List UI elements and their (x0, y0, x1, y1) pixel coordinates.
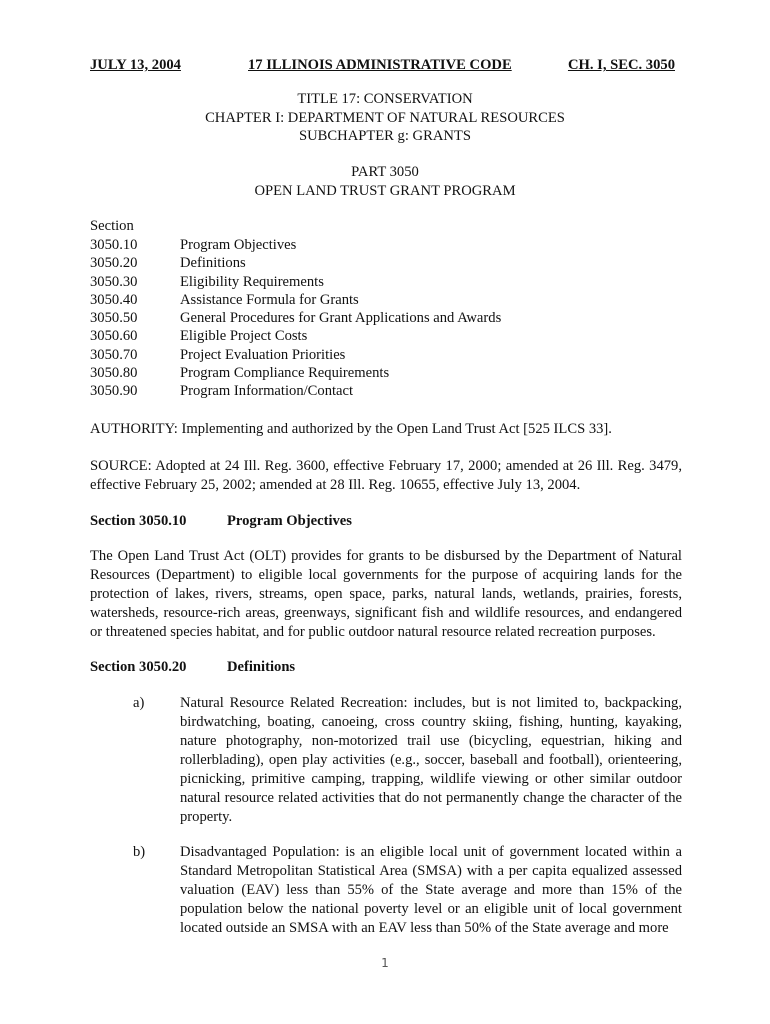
toc-row (90, 364, 680, 382)
toc-number: 3050.80 (90, 365, 138, 382)
chapter-line: CHAPTER I: DEPARTMENT OF NATURAL RESOURCES (205, 109, 565, 126)
section-body: The Open Land Trust Act (OLT) provides for grants to be disbursed by the Department of Natural Resources (Department) to eligible local governments for the purpose of acquiring lands for the protection of lakes, rivers, streams, open space, parks, natural lands, wetlands, prairies, forests, watersheds, resource-rich areas, greenways, significant fish and wildlife resources, and endangered or threatened species habitat, and for public outdoor natural resource related recreation purposes. (90, 548, 682, 640)
toc-number: 3050.20 (90, 255, 138, 272)
subchapter-line: SUBCHAPTER g: GRANTS (299, 128, 471, 144)
header-date: JULY 13, 2004 (90, 57, 181, 73)
toc-title: Program Information/Contact (180, 383, 354, 400)
definition-label: a) (133, 695, 145, 711)
title-line: TITLE 17: CONSERVATION (297, 91, 473, 107)
definition-label: b) (133, 844, 146, 860)
toc-title: Program Objectives (180, 237, 297, 253)
authority-paragraph: AUTHORITY: Implementing and authorized by the Open Land Trust Act [525 ILCS 33]. (90, 421, 612, 437)
toc-row (90, 346, 680, 364)
definition-text: Natural Resource Related Recreation: includes, but is not limited to, backpacking, birdwatching, boating, canoeing, cross country skiing, fishing, hunting, kayaking, nature photography, non-motorized trail use (bicycling, equestrian, hiking and rollerblading), open play activities (e.g., soccer, baseball and football), orienteering, picnicking, primitive camping, trapping, wildlife viewing or other similar outdoor natural resource related activities that do not permanently change the character of the property. (180, 695, 682, 825)
toc-number: 3050.10 (90, 237, 138, 253)
toc-row (90, 382, 680, 400)
header-code-title: 17 ILLINOIS ADMINISTRATIVE CODE (248, 57, 512, 73)
toc-title: Definitions (180, 255, 246, 272)
toc-label: Section (90, 218, 134, 234)
toc-number: 3050.60 (90, 328, 138, 345)
toc-number: 3050.90 (90, 383, 138, 400)
section-number: Section 3050.10 (90, 513, 187, 529)
toc-row (90, 254, 680, 272)
toc-number: 3050.40 (90, 291, 138, 308)
toc-title: Program Compliance Requirements (180, 365, 390, 382)
toc-row (90, 309, 680, 327)
toc-title: Assistance Formula for Grants (180, 291, 359, 308)
toc-row (90, 236, 680, 254)
toc-number: 3050.70 (90, 346, 138, 363)
toc-row (90, 327, 680, 345)
table-of-contents (90, 236, 680, 401)
part-number: PART 3050 (351, 164, 419, 180)
section-heading (90, 513, 352, 530)
toc-title: Eligible Project Costs (180, 328, 308, 345)
section-title: Definitions (227, 659, 296, 675)
toc-number: 3050.30 (90, 273, 138, 290)
running-header (90, 57, 675, 77)
section-heading (90, 659, 296, 676)
section-title: Program Objectives (227, 513, 352, 529)
toc-title: Project Evaluation Priorities (180, 346, 346, 363)
toc-title: Eligibility Requirements (180, 273, 324, 290)
page-number: 1 (381, 956, 389, 970)
definition-text: Disadvantaged Population: is an eligible local unit of government located within a Standard Metropolitan Statistical Area (SMSA) with a per capita equalized assessed valuation (EAV) less than 55% of the State average and more than 15% of the population below the national poverty level or an eligible unit of local government located outside an SMSA with an EAV less than 50% of the State average and more (180, 844, 682, 936)
toc-title: General Procedures for Grant Applications and Awards (180, 310, 502, 327)
toc-row (90, 273, 680, 291)
header-section-ref: CH. I, SEC. 3050 (567, 57, 675, 73)
source-paragraph: SOURCE: Adopted at 24 Ill. Reg. 3600, effective February 17, 2000; amended at 26 Ill. Reg. 3479, effective February 25, 2002; amended at 28 Ill. Reg. 10655, effective July 13, 2004. (90, 458, 682, 493)
part-name: OPEN LAND TRUST GRANT PROGRAM (254, 182, 516, 199)
toc-row (90, 291, 680, 309)
toc-number: 3050.50 (90, 310, 138, 327)
section-number: Section 3050.20 (90, 659, 187, 675)
